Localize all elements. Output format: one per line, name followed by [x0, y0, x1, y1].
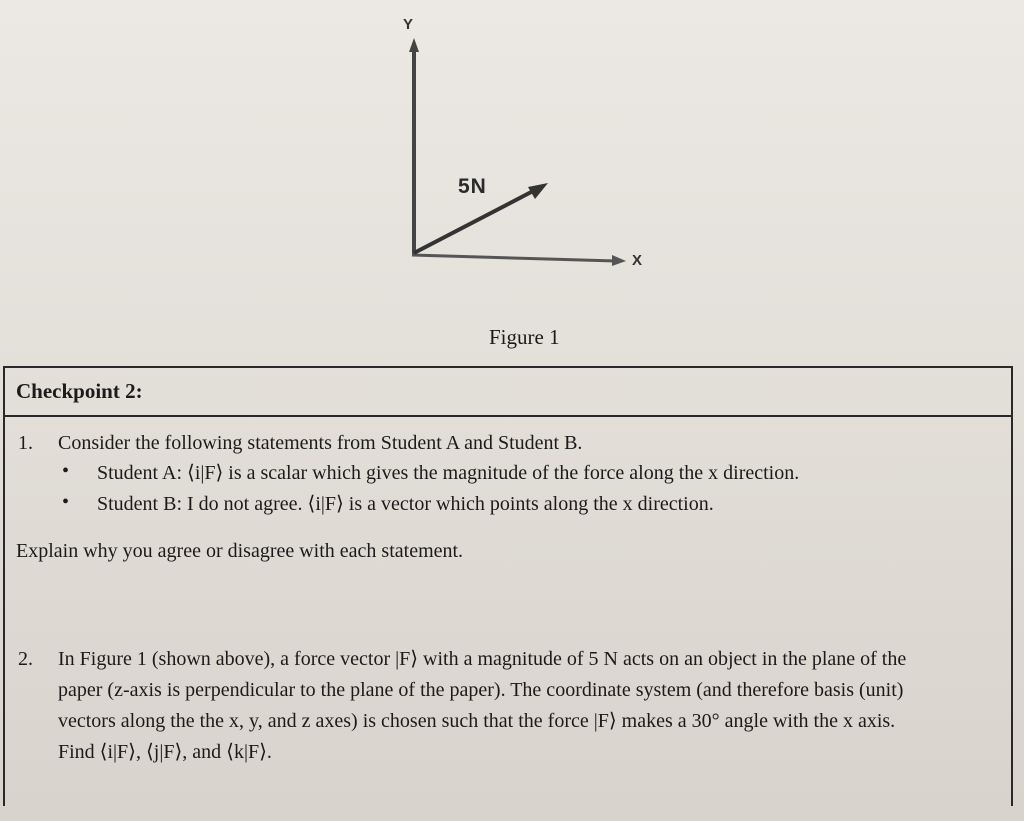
- x-axis-arrowhead: [612, 255, 626, 266]
- question-2-line: In Figure 1 (shown above), a force vector |F⟩ with a magnitude of 5 N acts on an object in the plane of the: [58, 648, 907, 670]
- figure-1: [0, 0, 1024, 360]
- force-magnitude-label: 5N: [458, 175, 487, 198]
- checkpoint-title: Checkpoint 2:: [16, 379, 143, 403]
- x-axis: [412, 255, 616, 261]
- question-2-number: 2.: [18, 648, 33, 670]
- y-axis-label: Y: [403, 16, 414, 33]
- question-2-line: paper (z-axis is perpendicular to the plane of the paper). The coordinate system (and therefore basis (unit): [58, 679, 904, 701]
- question-1: [18, 432, 1008, 517]
- student-b-text: Student B: I do not agree. ⟨i|F⟩ is a vector which points along the x direction.: [97, 493, 714, 515]
- bullet-icon: •: [62, 491, 70, 513]
- student-b-statement: [18, 491, 1008, 517]
- coordinate-diagram: [0, 0, 1024, 360]
- x-axis-label: X: [632, 252, 643, 269]
- question-1-intro: Consider the following statements from Student A and Student B.: [58, 432, 583, 454]
- question-1-number: 1.: [18, 432, 33, 454]
- bullet-icon: •: [62, 460, 70, 482]
- checkpoint-box: [3, 366, 1013, 806]
- question-1-intro-row: [18, 432, 1008, 455]
- question-2-line: vectors along the the x, y, and z axes) is chosen such that the force |F⟩ makes a 30° angle with the x axis.: [58, 710, 896, 732]
- student-a-statement: [18, 460, 1008, 486]
- question-1-prompt: Explain why you agree or disagree with each statement.: [16, 540, 464, 562]
- checkpoint-header: [5, 368, 1011, 417]
- student-a-text: Student A: ⟨i|F⟩ is a scalar which gives the magnitude of the force along the x direction.: [97, 462, 800, 484]
- force-vector-arrowhead: [528, 183, 548, 199]
- question-2-body: [58, 644, 1013, 768]
- y-axis-arrowhead: [409, 38, 419, 52]
- question-2-line: Find ⟨i|F⟩, ⟨j|F⟩, and ⟨k|F⟩.: [58, 741, 272, 763]
- figure-caption: Figure 1: [489, 325, 560, 349]
